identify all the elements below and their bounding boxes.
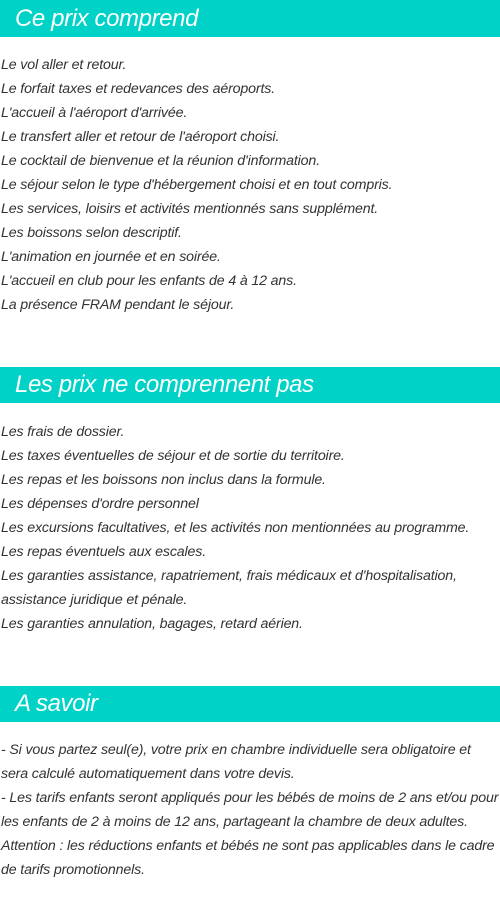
list-item: L'accueil à l'aéroport d'arrivée. xyxy=(1,105,188,121)
list-item: Attention : les réductions enfants et bébés ne sont pas applicables dans le cadre de tarifs promotionnels. xyxy=(1,838,495,878)
list-item: Les excursions facultatives, et les activités non mentionnées au programme. xyxy=(1,520,470,536)
list-item: Le cocktail de bienvenue et la réunion d'information. xyxy=(1,153,320,169)
list-item: Le vol aller et retour. xyxy=(1,57,127,73)
list-item: Les taxes éventuelles de séjour et de sortie du territoire. xyxy=(1,448,345,464)
list-item: Les boissons selon descriptif. xyxy=(1,225,182,241)
list-item: Le transfert aller et retour de l'aéroport choisi. xyxy=(1,129,280,145)
list-item: L'accueil en club pour les enfants de 4 à 12 ans. xyxy=(1,273,297,289)
section-price-excludes xyxy=(0,367,500,636)
section-good-to-know xyxy=(0,686,500,882)
list-item: Les repas éventuels aux escales. xyxy=(1,544,206,560)
list-item: Les garanties annulation, bagages, retard aérien. xyxy=(1,616,303,632)
list-item: La présence FRAM pendant le séjour. xyxy=(1,297,235,313)
list-item: - Les tarifs enfants seront appliqués pour les bébés de moins de 2 ans et/ou pour les enfants de 2 à moins de 12 ans, partageant la chambre de deux adultes. xyxy=(1,790,499,830)
list-item: Le séjour selon le type d'hébergement choisi et en tout compris. xyxy=(1,177,393,193)
list-item: Les services, loisirs et activités mentionnés sans supplément. xyxy=(1,201,379,217)
list-item: Les garanties assistance, rapatriement, frais médicaux et d'hospitalisation, assistance juridique et pénale. xyxy=(1,568,457,608)
section-price-includes xyxy=(0,0,500,317)
list-item: - Si vous partez seul(e), votre prix en chambre individuelle sera obligatoire et sera calculé automatiquement dans votre devis. xyxy=(1,742,471,782)
list-item: Les frais de dossier. xyxy=(1,424,125,440)
section-heading: Les prix ne comprennent pas xyxy=(0,367,500,403)
list-item: Les repas et les boissons non inclus dans la formule. xyxy=(1,472,326,488)
excluded-list xyxy=(0,420,500,636)
list-item: L'animation en journée et en soirée. xyxy=(1,249,221,265)
info-list xyxy=(0,738,500,882)
section-heading: A savoir xyxy=(0,686,500,722)
list-item: Le forfait taxes et redevances des aéroports. xyxy=(1,81,276,97)
list-item: Les dépenses d'ordre personnel xyxy=(1,496,199,512)
included-list xyxy=(0,53,500,317)
section-heading: Ce prix comprend xyxy=(0,0,500,37)
